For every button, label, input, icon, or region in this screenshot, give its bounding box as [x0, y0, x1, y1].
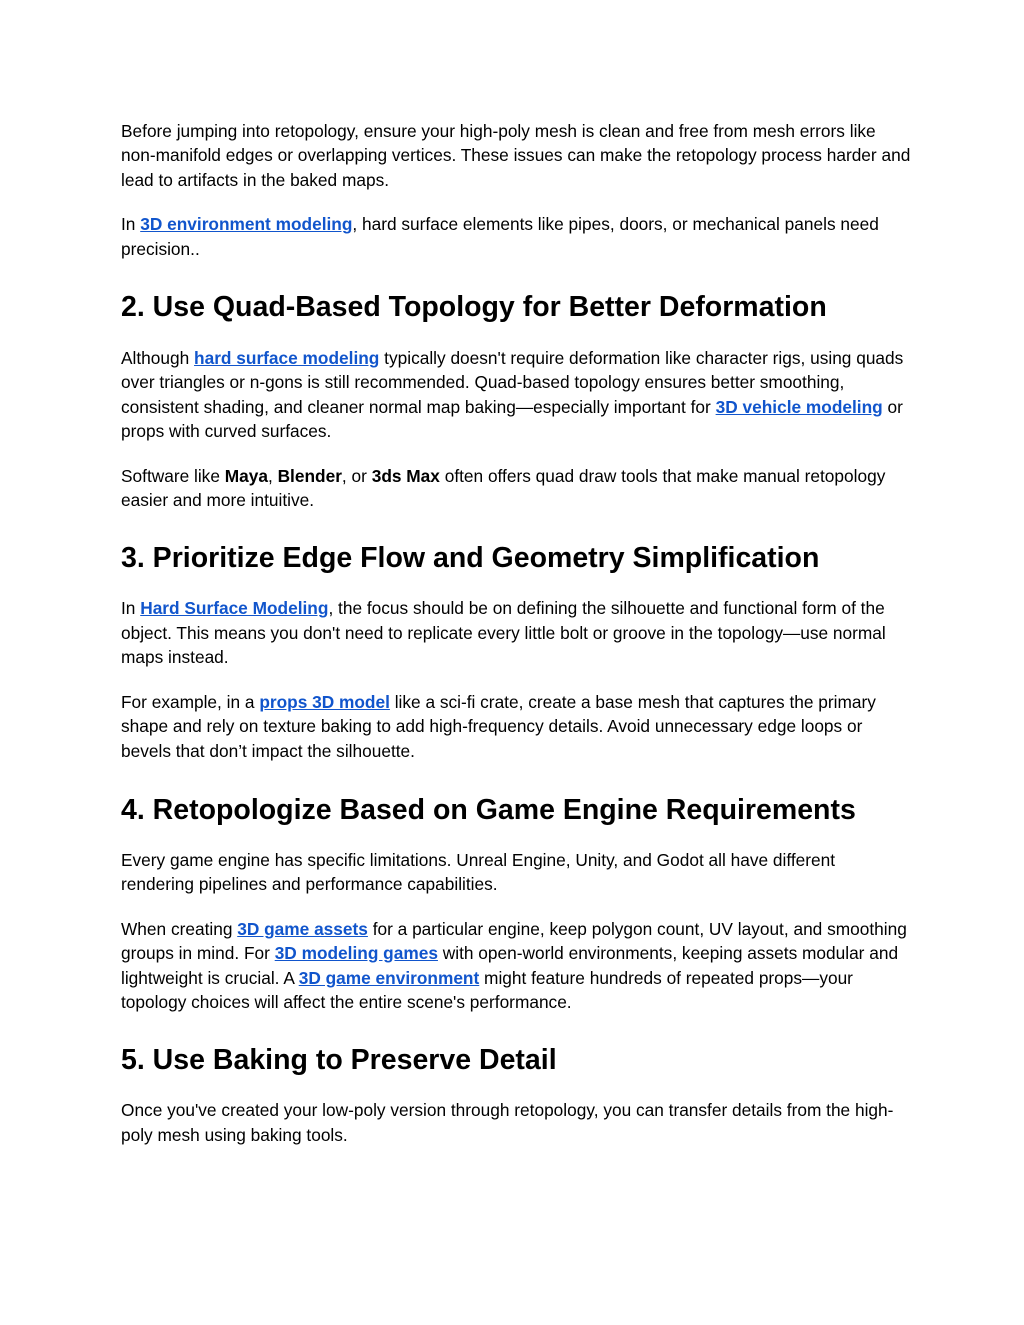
intro-paragraph-2 [121, 212, 911, 261]
section-4-paragraph-1 [121, 848, 911, 897]
section-3-heading: 3. Prioritize Edge Flow and Geometry Simplification [121, 542, 820, 575]
intro-p2-post: , hard surface elements like pipes, doors, or mechanical panels need precision.. [121, 214, 879, 259]
s2-p2-pre: Software like [121, 465, 225, 486]
section-5-heading: 5. Use Baking to Preserve Detail [121, 1044, 557, 1077]
section-2-paragraph-1 [121, 346, 911, 444]
link-3d-modeling-games[interactable]: 3D modeling games [274, 943, 438, 964]
section-3-paragraph-1 [121, 596, 911, 669]
link-hard-surface-modeling[interactable]: hard surface modeling [194, 348, 380, 369]
link-3d-game-environment[interactable]: 3D game environment [298, 967, 480, 988]
section-2-paragraph-2 [121, 464, 911, 513]
s2-p2-sep1: , [267, 465, 278, 486]
s2-p2-sep2: , or [341, 465, 372, 486]
section-5-paragraph-1 [121, 1098, 911, 1147]
software-maya: Maya [224, 465, 268, 486]
s2-p2-post: often offers quad draw tools that make manual retopology easier and more intuitive. [121, 465, 886, 511]
s4-p2-post: might feature hundreds of repeated props—your topology choices will affect the entire scene's performance. [121, 967, 853, 1012]
s3-p2-pre: For example, in a [121, 691, 260, 712]
link-props-3d-model[interactable]: props 3D model [259, 691, 390, 712]
s4-p2-mid1: for a particular engine, keep polygon count, UV layout, and smoothing groups in mind. For [121, 918, 907, 964]
s3-p1-post: , the focus should be on defining the silhouette and functional form of the object. This means you don't need to replicate every little bolt or groove in the topology—use normal maps instead. [121, 598, 886, 668]
section-2-heading: 2. Use Quad-Based Topology for Better Deformation [121, 291, 827, 324]
section-4-paragraph-2 [121, 917, 911, 1015]
s2-p1-pre: Although [121, 348, 195, 369]
document-page [121, 119, 911, 1167]
software-3ds-max: 3ds Max [371, 465, 440, 486]
intro-p2-pre: In [121, 214, 141, 235]
link-3d-game-assets[interactable]: 3D game assets [237, 918, 368, 939]
link-3d-vehicle-modeling[interactable]: 3D vehicle modeling [715, 396, 883, 417]
intro-text: Before jumping into retopology, ensure your high-poly mesh is clean and free from mesh errors like non-manifold edges or overlapping vertices. These issues can make the retopology process harder and lead to artifacts in the baked maps. [121, 121, 911, 190]
s2-p1-mid: typically doesn't require deformation like character rigs, using quads over triangles or n-gons is still recommended. Quad-based topology ensures better smoothing, consistent shading, and cleaner normal map baking—especially important for [121, 348, 904, 417]
intro-paragraph-1 [121, 119, 911, 192]
s2-p1-post: or props with curved surfaces. [121, 396, 903, 442]
software-blender: Blender [277, 465, 342, 486]
s4-p2-pre: When creating [121, 918, 238, 939]
section-3-paragraph-2 [121, 690, 911, 763]
s5-p1-text: Once you've created your low-poly version through retopology, you can transfer details from the high-poly mesh using baking tools. [121, 1100, 894, 1145]
link-hard-surface-modeling-caps[interactable]: Hard Surface Modeling [140, 598, 329, 619]
link-3d-environment-modeling[interactable]: 3D environment modeling [140, 214, 353, 235]
s3-p1-pre: In [121, 598, 141, 619]
section-4-heading: 4. Retopologize Based on Game Engine Requirements [121, 793, 856, 826]
s4-p1-text: Every game engine has specific limitations. Unreal Engine, Unity, and Godot all have different rendering pipelines and performance capabilities. [121, 849, 836, 895]
s3-p2-post: like a sci-fi crate, create a base mesh that captures the primary shape and rely on texture baking to add high-frequency details. Avoid unnecessary edge loops or bevels that don’t impact the silhouette. [121, 691, 876, 761]
s4-p2-mid2: with open-world environments, keeping assets modular and lightweight is crucial. A [121, 943, 899, 988]
